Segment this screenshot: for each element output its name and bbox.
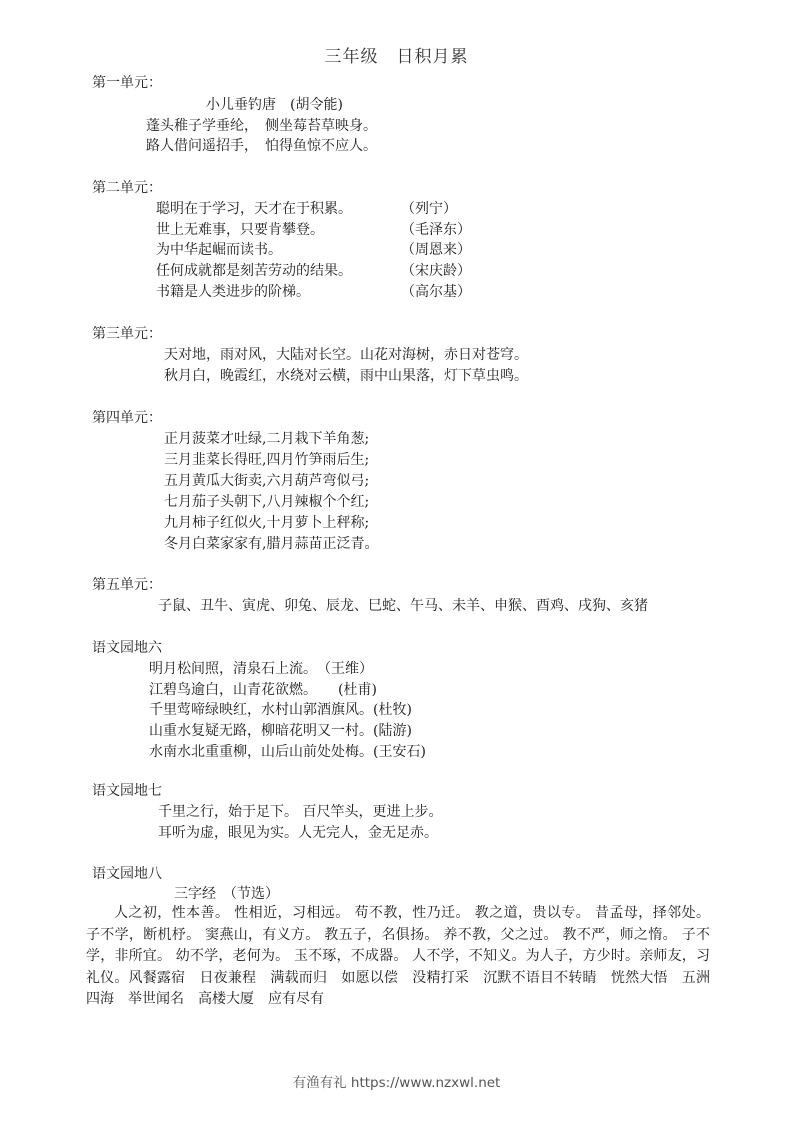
garden6-line: 江碧鸟逾白，山青花欲燃。 (杜甫) <box>149 682 377 698</box>
unit1-line: 路人借问遥招手， 怕得鱼惊不应人。 <box>146 138 377 154</box>
unit3-line: 秋月白，晚霞红，水绕对云横，雨中山果落，灯下草虫鸣。 <box>164 368 528 384</box>
unit4-line: 正月菠菜才吐绿,二月栽下羊角葱; <box>164 431 370 447</box>
garden6-line: 水南水北重重柳，山后山前处处梅。(王安石) <box>149 744 426 760</box>
unit4-line: 五月黄瓜大街卖,六月葫芦弯似弓; <box>164 473 370 489</box>
garden6-line: 山重水复疑无路，柳暗花明又一村。(陆游) <box>149 723 412 739</box>
unit2-quote: 任何成就都是刻苦劳动的结果。 <box>156 263 352 279</box>
page-title: 三年级 日积月累 <box>324 47 469 67</box>
unit2-author: （周恩来） <box>401 242 471 258</box>
unit3-heading: 第三单元： <box>92 326 162 342</box>
unit2-quote: 为中华起崛而读书。 <box>156 242 282 258</box>
unit1-line: 蓬头稚子学垂纶， 侧坐莓苔草映身。 <box>146 118 377 134</box>
unit2-author: （列宁） <box>401 201 457 217</box>
unit3-line: 天对地，雨对风，大陆对长空。山花对海树，赤日对苍穹。 <box>164 347 528 363</box>
unit2-quote: 书籍是人类进步的阶梯。 <box>156 284 310 300</box>
unit2-quote: 世上无难事，只要肯攀登。 <box>156 222 324 238</box>
unit4-line: 七月茄子头朝下,八月辣椒个个红; <box>164 494 370 510</box>
garden8-heading: 语文园地八 <box>92 866 162 882</box>
unit2-author: （高尔基） <box>401 284 471 300</box>
garden6-line: 千里莺啼绿映红，水村山郭酒旗风。(杜牧) <box>149 702 412 718</box>
unit2-quote: 聪明在于学习，天才在于积累。 <box>156 201 352 217</box>
garden8-subtitle: 三字经 （节选） <box>174 886 279 902</box>
unit2-author: （毛泽东） <box>401 222 471 238</box>
unit1-poem-title: 小儿垂钓唐 (胡令能) <box>206 97 343 113</box>
unit4-line: 九月柿子红似火,十月萝卜上秤称; <box>164 515 370 531</box>
unit4-line: 三月韭菜长得旺,四月竹笋雨后生; <box>164 452 370 468</box>
unit4-heading: 第四单元： <box>92 410 162 426</box>
unit2-heading: 第二单元： <box>92 180 162 196</box>
unit5-heading: 第五单元： <box>92 577 162 593</box>
footer-watermark: 有渔有礼 https://www.nzxwl.net <box>292 1075 501 1091</box>
garden7-line: 千里之行，始于足下。 百尺竿头，更进上步。 <box>158 804 443 820</box>
unit2-author: （宋庆龄） <box>401 263 471 279</box>
sanzijing-paragraph: 人之初，性本善。 性相近，习相远。 苟不教，性乃迁。 教之道，贵以专。 昔孟母，择邻处。 子不学，断机杼。 窦燕山，有义方。 教五子，名俱扬。 养不教，父之过。 教不严，师之惰。 子不学，非所宜。 幼不学，老何为。 玉不琢，不成器。 人不学，不知义。为人子，方少时。亲师友，习礼仪。风餐露宿 日夜兼程 满载而归 如愿以偿 没精打采 沉默不语目不转睛 恍然大悟 五洲四海 举世闻名 高楼大厦 应有尽有 <box>86 905 710 1007</box>
unit5-line: 子鼠、丑牛、寅虎、卯兔、辰龙、巳蛇、午马、未羊、申猴、酉鸡、戌狗、亥猪 <box>158 598 648 614</box>
garden7-line: 耳听为虚，眼见为实。人无完人，金无足赤。 <box>158 825 438 841</box>
garden7-heading: 语文园地七 <box>92 783 162 799</box>
unit1-heading: 第一单元： <box>92 75 162 91</box>
unit4-line: 冬月白菜家家有,腊月蒜苗正泛青。 <box>164 536 379 552</box>
garden6-line: 明月松间照，清泉石上流。 （王维） <box>149 661 373 677</box>
garden6-heading: 语文园地六 <box>92 640 162 656</box>
